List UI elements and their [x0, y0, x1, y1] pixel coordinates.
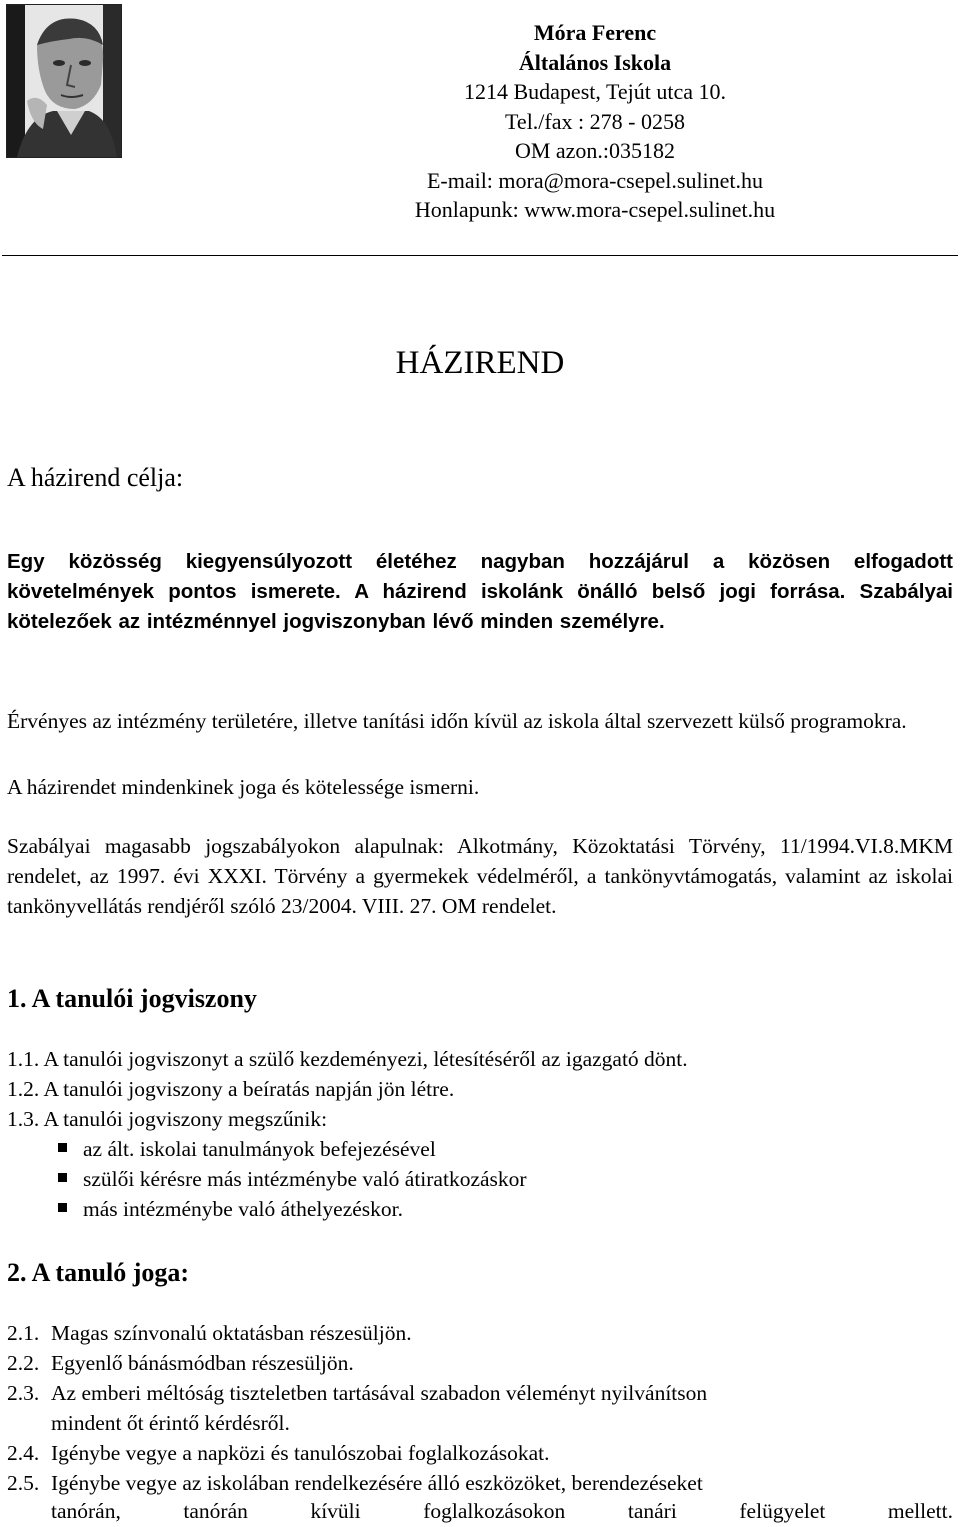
section2-item-2-3-continuation: mindent őt érintő kérdésről.: [51, 1411, 290, 1435]
purpose-paragraph-3: Szabályai magasabb jogszabályokon alapulnak: Alkotmány, Közoktatási Törvény, 11/1994.VI.8.MKM rendelet, az 1997. évi XXXI. Törvény a gyermekek védelméről, a tankönyvtámogatás, valamint az iskolai tankönyvellátás rendjéről szóló 23/2004. VIII. 27. OM rendelet.: [7, 834, 953, 918]
section2-item-2-4-number: 2.4.: [7, 1441, 40, 1465]
section1-bullet-1: az ált. iskolai tanulmányok befejezésével: [83, 1137, 436, 1161]
section1-item-1-2: 1.2. A tanulói jogviszony a beíratás napján jön létre.: [7, 1077, 455, 1101]
purpose-bold-paragraph: Egy közösség kiegyensúlyozott életéhez nagyban hozzájárul a közösen elfogadott követelmények pontos ismerete. A házirend iskolánk önálló belső jogi forrása. Szabályai kötelezőek az intézménnyel jogviszonyban lévő minden személyre.: [7, 550, 953, 633]
bullet-marker: [58, 1173, 67, 1182]
purpose-paragraph-1: Érvényes az intézmény területére, illetve tanítási időn kívül az iskola által szervezett külső programokra.: [7, 709, 907, 733]
portrait-image: [7, 5, 121, 157]
section1-bullet-2: szülői kérésre más intézménybe való átiratkozáskor: [83, 1167, 527, 1191]
section2-item-2-1-text: Magas színvonalú oktatásban részesüljön.: [51, 1321, 412, 1345]
school-website: Honlapunk: www.mora-csepel.sulinet.hu: [414, 197, 776, 222]
section2-item-2-5-text: Igénybe vegye az iskolában rendelkezésére álló eszközöket, berendezéseket: [51, 1471, 703, 1495]
section2-item-2-2-number: 2.2.: [7, 1351, 40, 1375]
portrait-photo: [6, 4, 122, 158]
bullet-marker: [58, 1143, 67, 1152]
section1-bullet-3: más intézménybe való áthelyezéskor.: [83, 1197, 403, 1221]
section2-item-2-5-number: 2.5.: [7, 1471, 40, 1495]
section2-item-2-5-continuation: tanórán, tanórán kívüli foglalkozásokon tanári felügyelet mellett.: [51, 1499, 953, 1523]
section2-item-2-1-number: 2.1.: [7, 1321, 40, 1345]
school-address: 1214 Budapest, Tejút utca 10.: [463, 79, 726, 104]
school-name-line2: Általános Iskola: [518, 49, 672, 75]
document-title: HÁZIREND: [395, 345, 565, 381]
section2-heading: 2. A tanuló joga:: [7, 1258, 190, 1287]
school-phone: Tel./fax : 278 - 0258: [505, 108, 685, 134]
purpose-paragraph-2: A házirendet mindenkinek joga és kötelessége ismerni.: [7, 775, 480, 799]
section1-item-1-1: 1.1. A tanulói jogviszonyt a szülő kezdeményezi, létesítéséről az igazgató dönt.: [7, 1047, 688, 1071]
section1-heading: 1. A tanulói jogviszony: [7, 984, 257, 1013]
school-name-line1: Móra Ferenc: [533, 20, 657, 45]
section2-item-2-2-text: Egyenlő bánásmódban részesüljön.: [51, 1351, 354, 1375]
section2-item-2-3-number: 2.3.: [7, 1381, 40, 1405]
section2-item-2-4-text: Igénybe vegye a napközi és tanulószobai foglalkozásokat.: [51, 1441, 550, 1465]
school-email: E-mail: mora@mora-csepel.sulinet.hu: [426, 167, 764, 193]
purpose-heading: A házirend célja:: [7, 463, 184, 492]
section1-item-1-3: 1.3. A tanulói jogviszony megszűnik:: [7, 1107, 328, 1131]
school-om-id: OM azon.:035182: [514, 138, 676, 163]
school-header: [330, 18, 860, 225]
header-divider: [2, 255, 958, 256]
bullet-marker: [58, 1203, 67, 1212]
section2-item-2-3-text: Az emberi méltóság tiszteletben tartásával szabadon véleményt nyilvánítson: [51, 1381, 708, 1405]
